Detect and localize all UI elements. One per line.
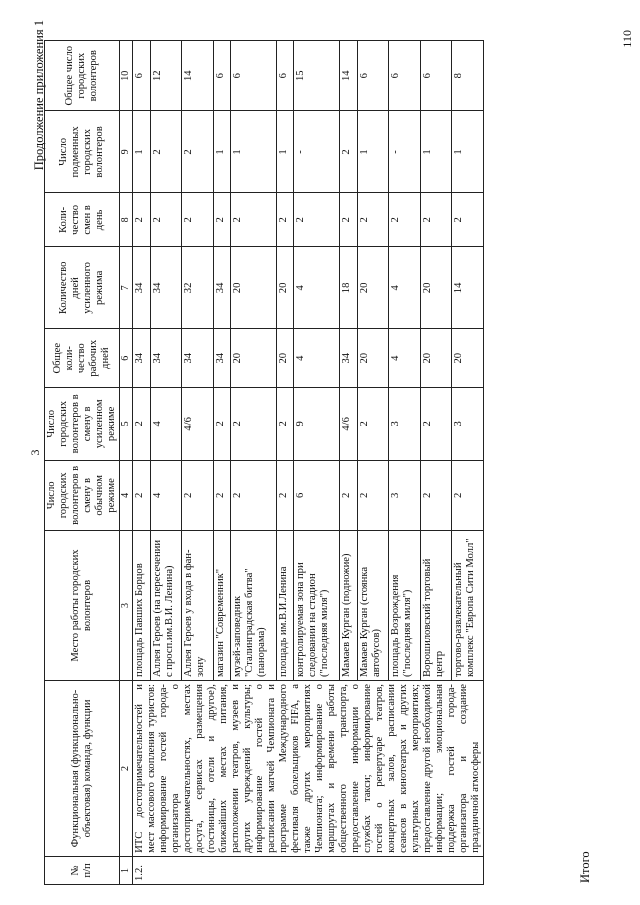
value-cell-c10: 15 [294, 41, 340, 111]
value-cell-c10: 14 [182, 41, 214, 111]
value-cell-c4: 2 [452, 460, 484, 530]
col-header: Количество дней усиленного режима [45, 247, 120, 329]
value-cell-c7: 14 [452, 247, 484, 329]
value-cell-c10: 6 [231, 41, 277, 111]
place-cell: Мамаев Курган (подножие) [340, 531, 358, 681]
value-cell-c10: 12 [150, 41, 182, 111]
place-cell: Аллея Героев у входа в фан-зону [182, 531, 214, 681]
value-cell-c9: 2 [150, 111, 182, 193]
function-description-cell: ИТС достопримечательностей и мест массового скопления туристов: информирование гостей города-организатора о достопримечательностях, местах досуга, сервисах размещения (гостиницы, отели и другое), ближайших местах питания, расположении театров, музеев и других учреждений культуры; информирование гостей о расписании матчей Чемпионата и программе Международного фестиваля болельщиков FIFA, а также других мероприятиях Чемпионата; информирование о маршрутах и времени работы общественного транспорта, предоставление информации о службах такси; информирование гостей о репертуаре театров, концертных залов, расписании сеансов в кинотеатрах и других культурных мероприятиях; предоставление другой необходимой информации; эмоциональная поддержка гостей города-организатора и создание праздничной атмосферы [133, 681, 484, 857]
value-cell-c4: 2 [420, 460, 452, 530]
value-cell-c4: 2 [231, 460, 277, 530]
value-cell-c5: 2 [276, 388, 294, 461]
page-number-bottom: 110 [620, 30, 634, 48]
col-header: № п/п [45, 856, 120, 884]
col-header: Функциональная (функционально-объектовая) команда, функции [45, 681, 120, 857]
col-header: Общее коли-чество рабочих дней [45, 329, 120, 388]
value-cell-c9: 1 [133, 111, 151, 193]
value-cell-c7: 20 [420, 247, 452, 329]
value-cell-c4: 6 [294, 460, 340, 530]
col-number: 6 [120, 329, 133, 388]
value-cell-c10: 6 [420, 41, 452, 111]
value-cell-c5: 9 [294, 388, 340, 461]
value-cell-c5: 4 [150, 388, 182, 461]
value-cell-c9: 2 [340, 111, 358, 193]
value-cell-c7: 4 [389, 247, 421, 329]
value-cell-c8: 2 [420, 193, 452, 247]
value-cell-c7: 20 [276, 247, 294, 329]
value-cell-c10: 6 [389, 41, 421, 111]
value-cell-c9: 1 [213, 111, 231, 193]
value-cell-c5: 4/6 [182, 388, 214, 461]
value-cell-c5: 2 [231, 388, 277, 461]
value-cell-c8: 2 [452, 193, 484, 247]
place-cell: Ворошиловский торговый центр [420, 531, 452, 681]
place-cell: музей-заповедник "Сталинградская битва" (панорама) [231, 531, 277, 681]
value-cell-c9: 1 [276, 111, 294, 193]
place-cell: площадь Возрождения ("последняя миля") [389, 531, 421, 681]
value-cell-c5: 4/6 [340, 388, 358, 461]
value-cell-c5: 2 [133, 388, 151, 461]
col-header: Число городских волонтеров в смену в обычном режиме [45, 460, 120, 530]
value-cell-c6: 34 [150, 329, 182, 388]
value-cell-c9: 1 [452, 111, 484, 193]
value-cell-c8: 2 [357, 193, 389, 247]
col-header: Число городских волонтеров в смену в усиленном режиме [45, 388, 120, 461]
value-cell-c6: 4 [389, 329, 421, 388]
col-header: Общее число городских волонтеров [45, 41, 120, 111]
value-cell-c9: - [294, 111, 340, 193]
table-body [133, 41, 484, 885]
value-cell-c6: 34 [182, 329, 214, 388]
value-cell-c9: 1 [357, 111, 389, 193]
value-cell-c8: 2 [213, 193, 231, 247]
value-cell-c7: 34 [150, 247, 182, 329]
value-cell-c6: 20 [420, 329, 452, 388]
value-cell-c6: 20 [276, 329, 294, 388]
value-cell-c9: 1 [231, 111, 277, 193]
page-number-top: 3 [28, 449, 42, 456]
value-cell-c6: 4 [294, 329, 340, 388]
value-cell-c7: 34 [133, 247, 151, 329]
col-header: Место работы городских волонтеров [45, 531, 120, 681]
value-cell-c6: 20 [452, 329, 484, 388]
value-cell-c4: 2 [133, 460, 151, 530]
value-cell-c5: 2 [420, 388, 452, 461]
col-number: 3 [120, 531, 133, 681]
value-cell-c6: 34 [133, 329, 151, 388]
value-cell-c7: 20 [231, 247, 277, 329]
value-cell-c4: 4 [150, 460, 182, 530]
value-cell-c10: 14 [340, 41, 358, 111]
value-cell-c10: 6 [276, 41, 294, 111]
value-cell-c10: 6 [357, 41, 389, 111]
place-cell: площадь им.В.И.Ленина [276, 531, 294, 681]
value-cell-c5: 3 [452, 388, 484, 461]
value-cell-c7: 18 [340, 247, 358, 329]
value-cell-c7: 34 [213, 247, 231, 329]
value-cell-c4: 2 [182, 460, 214, 530]
item-number-cell: 1.2. [133, 856, 484, 884]
place-cell: контролируемая зона при следовании на стадион ("последняя миля") [294, 531, 340, 681]
col-header: Число подменных городских волонтеров [45, 111, 120, 193]
value-cell-c6: 20 [357, 329, 389, 388]
col-number: 2 [120, 681, 133, 857]
value-cell-c4: 2 [340, 460, 358, 530]
table-row [133, 41, 151, 885]
volunteers-table [44, 40, 484, 885]
value-cell-c6: 20 [231, 329, 277, 388]
value-cell-c7: 32 [182, 247, 214, 329]
value-cell-c7: 20 [357, 247, 389, 329]
value-cell-c4: 2 [276, 460, 294, 530]
value-cell-c4: 2 [213, 460, 231, 530]
col-number: 5 [120, 388, 133, 461]
col-number: 8 [120, 193, 133, 247]
value-cell-c6: 34 [213, 329, 231, 388]
col-number: 7 [120, 247, 133, 329]
place-cell: Мамаев Курган (стоянка автобусов) [357, 531, 389, 681]
place-cell: площадь Павших Борцов [133, 531, 151, 681]
value-cell-c8: 2 [133, 193, 151, 247]
value-cell-c5: 2 [357, 388, 389, 461]
continuation-label: Продолжение приложения 1 [32, 20, 46, 171]
value-cell-c8: 2 [182, 193, 214, 247]
place-cell: магазин "Современник" [213, 531, 231, 681]
value-cell-c10: 6 [133, 41, 151, 111]
value-cell-c8: 2 [150, 193, 182, 247]
place-cell: Аллея Героев (на пересечении с просп.им.В.И. Ленина) [150, 531, 182, 681]
value-cell-c9: 2 [182, 111, 214, 193]
col-number: 1 [120, 856, 133, 884]
value-cell-c9: 1 [420, 111, 452, 193]
col-header: Коли-чество смен в день [45, 193, 120, 247]
value-cell-c5: 2 [213, 388, 231, 461]
value-cell-c7: 4 [294, 247, 340, 329]
column-number-row [120, 41, 133, 885]
value-cell-c9: - [389, 111, 421, 193]
value-cell-c10: 6 [213, 41, 231, 111]
place-cell: торгово-развлекательный комплекс "Европа Сити Молл" [452, 531, 484, 681]
value-cell-c8: 2 [276, 193, 294, 247]
table-header-row [45, 41, 120, 885]
total-label: Итого [578, 851, 592, 883]
col-number: 4 [120, 460, 133, 530]
value-cell-c8: 2 [294, 193, 340, 247]
value-cell-c10: 8 [452, 41, 484, 111]
value-cell-c4: 3 [389, 460, 421, 530]
value-cell-c8: 2 [231, 193, 277, 247]
col-number: 9 [120, 111, 133, 193]
value-cell-c4: 2 [357, 460, 389, 530]
value-cell-c6: 34 [340, 329, 358, 388]
value-cell-c5: 3 [389, 388, 421, 461]
value-cell-c8: 2 [389, 193, 421, 247]
col-number: 10 [120, 41, 133, 111]
value-cell-c8: 2 [340, 193, 358, 247]
